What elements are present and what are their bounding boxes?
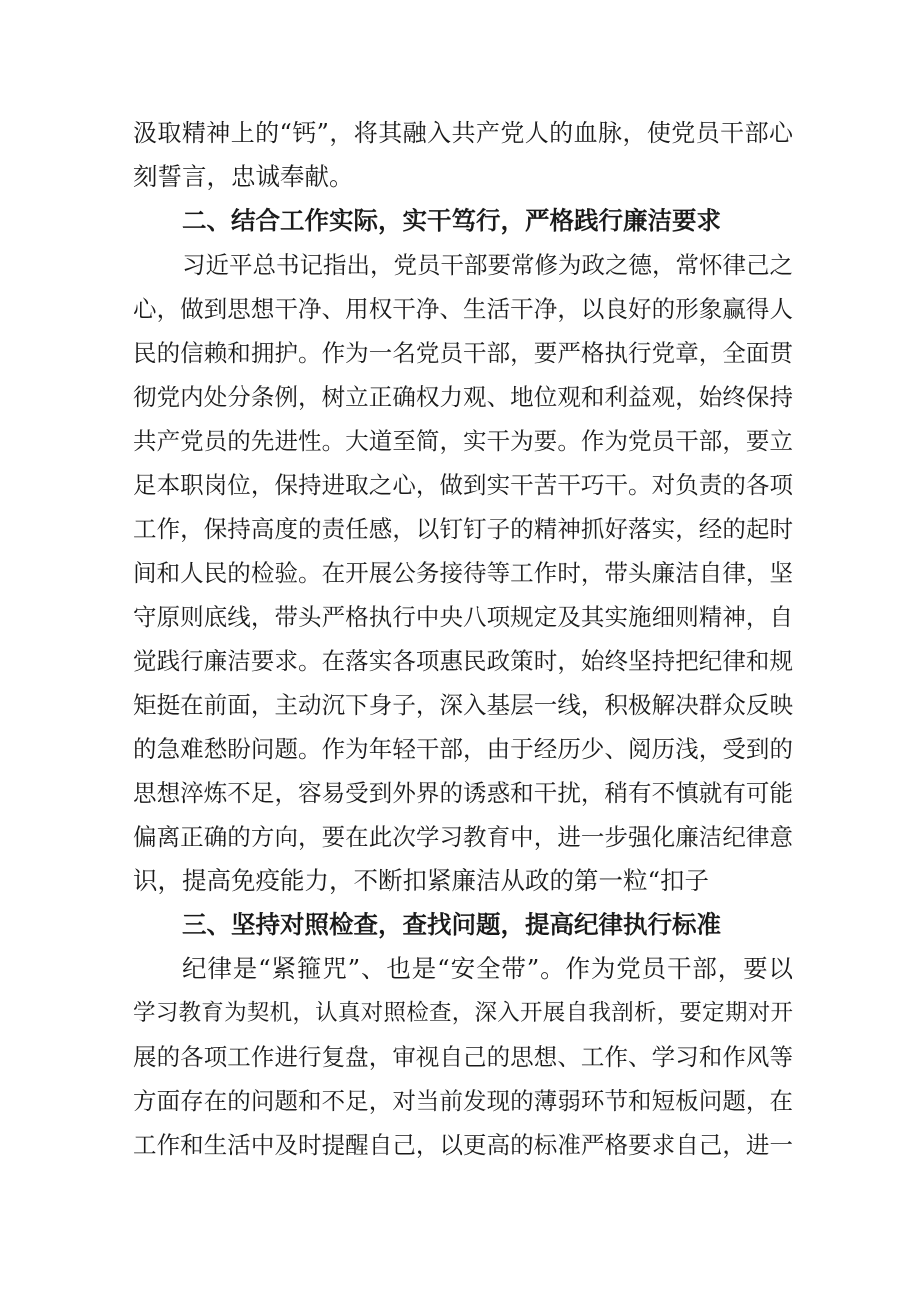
section-heading-2: 二、结合工作实际，实干笃行，严格践行廉洁要求 <box>182 206 721 235</box>
paragraph-line: 心，做到思想干净、用权干净、生活干净，以良好的形象赢得人 <box>133 295 793 323</box>
paragraph-line: 学习教育为契机，认真对照检查，深入开展自我剖析，要定期对开 <box>133 1000 793 1026</box>
paragraph-line: 民的信赖和拥护。作为一名党员干部，要严格执行党章，全面贯 <box>133 339 793 367</box>
paragraph-line: 刻誓言，忠诚奉献。 <box>133 162 354 191</box>
paragraph-line: 间和人民的检验。在开展公务接待等工作时，带头廉洁自律，坚 <box>133 559 793 587</box>
paragraph-line: 的急难愁盼问题。作为年轻干部，由于经历少、阅历浅，受到的 <box>133 735 793 763</box>
paragraph-line: 彻党内处分条例，树立正确权力观、地位观和利益观，始终保持 <box>133 383 793 411</box>
paragraph-line: 识，提高免疫能力，不断扣紧廉洁从政的第一粒“扣子 <box>133 866 710 895</box>
paragraph-line: 展的各项工作进行复盘，审视自己的思想、工作、学习和作风等 <box>133 1043 793 1071</box>
paragraph-line: 工作和生活中及时提醒自己，以更高的标准严格要求自己，进一 <box>133 1131 793 1159</box>
paragraph-line: 共产党员的先进性。大道至简，实干为要。作为党员干部，要立 <box>133 427 793 455</box>
paragraph-line: 觉践行廉洁要求。在落实各项惠民政策时，始终坚持把纪律和规 <box>133 647 793 675</box>
paragraph-line: 纪律是“紧箍咒”、也是“安全带”。作为党员干部，要以 <box>182 954 793 983</box>
paragraph-line: 偏离正确的方向，要在此次学习教育中，进一步强化廉洁纪律意 <box>133 823 793 851</box>
paragraph-line: 思想淬炼不足，容易受到外界的诱惑和干扰，稍有不慎就有可能 <box>133 779 793 807</box>
paragraph-line: 守原则底线，带头严格执行中央八项规定及其实施细则精神，自 <box>133 603 793 631</box>
paragraph-line: 矩挺在前面，主动沉下身子，深入基层一线，积极解决群众反映 <box>133 691 793 719</box>
paragraph-line: 足本职岗位，保持进取之心，做到实干苦干巧干。对负责的各项 <box>133 471 793 499</box>
paragraph-line: 汲取精神上的“钙”，将其融入共产党人的血脉，使党员干部心 <box>133 119 793 147</box>
section-heading-3: 三、坚持对照检查，查找问题，提高纪律执行标准 <box>182 910 721 939</box>
paragraph-line: 习近平总书记指出，党员干部要常修为政之德，常怀律己之 <box>182 251 793 279</box>
paragraph-line: 工作，保持高度的责任感，以钉钉子的精神抓好落实，经的起时 <box>133 515 793 543</box>
paragraph-line: 方面存在的问题和不足，对当前发现的薄弱环节和短板问题，在 <box>133 1087 793 1115</box>
